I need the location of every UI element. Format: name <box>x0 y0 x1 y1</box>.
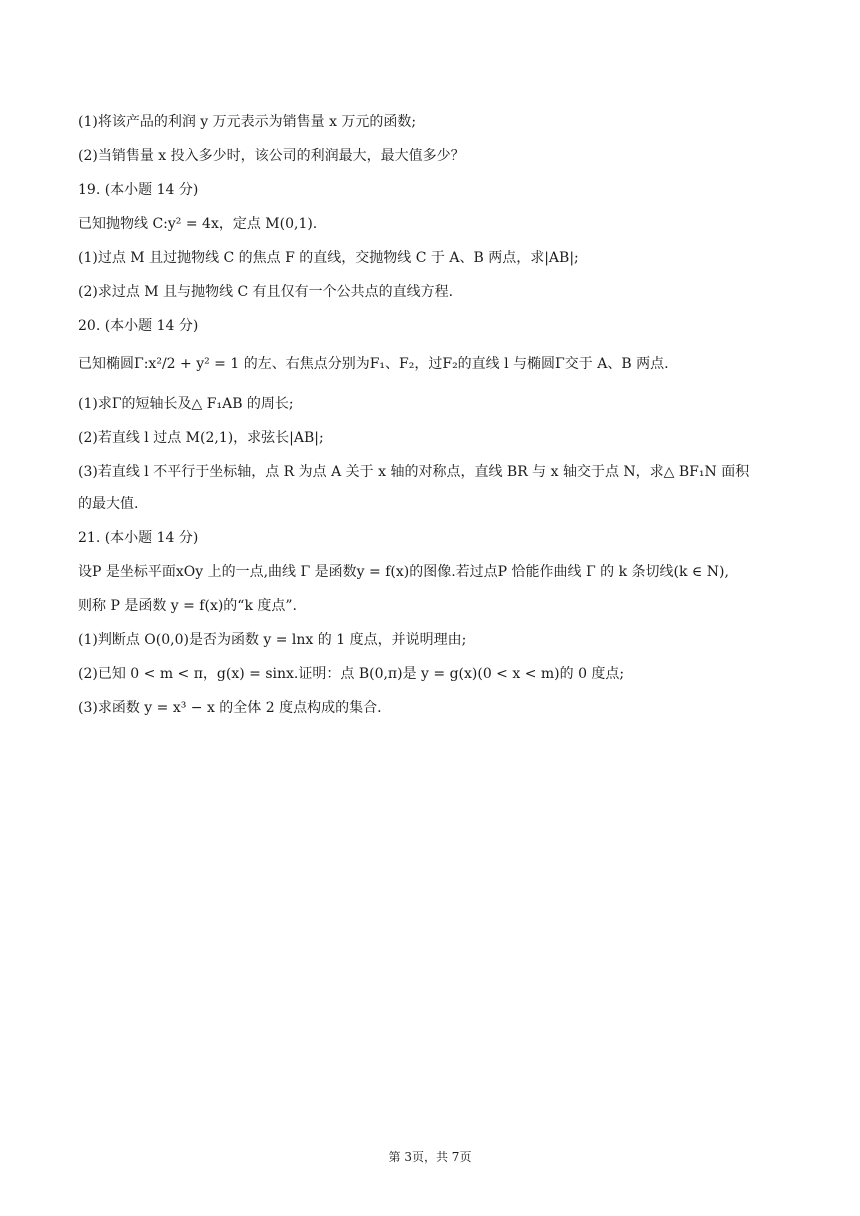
problem-21-definition: 则称 P 是函数 y = f(x)的“k 度点”. <box>78 598 298 614</box>
problem-21-heading: 21. (本小题 14 分) <box>78 530 199 546</box>
problem-20-heading: 20. (本小题 14 分) <box>78 318 199 334</box>
problem-19-heading: 19. (本小题 14 分) <box>78 182 199 198</box>
problem-21-part-3: (3)求函数 y = x³ − x 的全体 2 度点构成的集合. <box>78 700 382 716</box>
problem-19-part-2: (2)求过点 M 且与抛物线 C 有且仅有一个公共点的直线方程. <box>78 284 454 300</box>
problem-20-part-2: (2)若直线 l 过点 M(2,1)，求弦长|AB|; <box>78 430 324 446</box>
problem-18-part-2: (2)当销售量 x 投入多少时，该公司的利润最大，最大值多少？ <box>78 148 465 164</box>
problem-18-part-1: (1)将该产品的利润 y 万元表示为销售量 x 万元的函数; <box>78 114 417 130</box>
page-footer: 第 3页，共 7页 <box>388 1150 472 1164</box>
problem-21-part-2: (2)已知 0 < m < π，g(x) = sinx.证明：点 B(0,π)是 y = g(x)(0 < x < m)的 0 度点; <box>78 666 625 682</box>
problem-20-part-3: (3)若直线 l 不平行于坐标轴，点 R 为点 A 关于 x 轴的对称点，直线 BR 与 x 轴交于点 N，求△ BF₁N 面积 <box>78 464 750 480</box>
problem-20-part-3-continued: 的最大值. <box>78 496 139 512</box>
problem-19-part-1: (1)过点 M 且过抛物线 C 的焦点 F 的直线，交抛物线 C 于 A、B 两点，求|AB|; <box>78 250 579 266</box>
problem-20-part-1: (1)求Γ的短轴长及△ F₁AB 的周长; <box>78 396 294 412</box>
problem-19-statement: 已知抛物线 C:y² = 4x，定点 M(0,1). <box>78 216 318 232</box>
problem-21-part-1: (1)判断点 O(0,0)是否为函数 y = lnx 的 1 度点，并说明理由; <box>78 632 467 648</box>
problem-21-statement: 设P 是坐标平面xOy 上的一点,曲线 Γ 是函数y = f(x)的图像.若过点P 恰能作曲线 Γ 的 k 条切线(k ∈ N), <box>78 564 729 580</box>
problem-20-statement: 已知椭圆Γ:x²/2 + y² = 1 的左、右焦点分别为F₁、F₂，过F₂的直线 l 与椭圆Γ交于 A、B 两点. <box>78 356 669 372</box>
